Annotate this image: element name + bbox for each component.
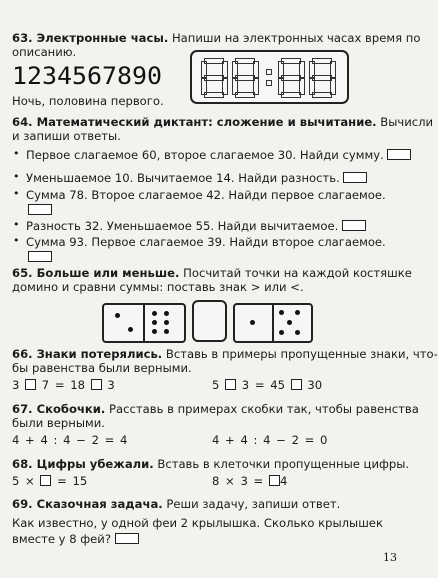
- task-64-item-1: [26, 148, 411, 163]
- electronic-clock-display[interactable]: [190, 50, 349, 104]
- task-63-title: 63. Электронные часы.: [12, 31, 169, 45]
- domino-left: [102, 303, 186, 343]
- domino-dot: [115, 313, 120, 318]
- task-64-item-4-text: Разность 32. Уменьшаемое 55. Найди вычитаемое.: [26, 219, 339, 233]
- answer-box[interactable]: [28, 251, 52, 262]
- domino-dot: [295, 310, 300, 315]
- domino-dot: [152, 311, 157, 316]
- task-63-line-1: [12, 31, 420, 46]
- missing-sign-box[interactable]: [291, 379, 302, 390]
- page-number: 13: [383, 551, 397, 564]
- task-69-line-3: [12, 532, 139, 547]
- domino-right: [233, 303, 313, 343]
- domino-dot: [152, 320, 157, 325]
- task-65-text: Посчитай точки на каждой костяшке: [183, 266, 412, 280]
- domino-dot: [279, 310, 284, 315]
- task-68-title: 68. Цифры убежали.: [12, 457, 154, 471]
- bullet-icon: •: [13, 234, 20, 247]
- task-63-description: Ночь, половина первого.: [12, 94, 164, 108]
- clock-digit-2: [232, 58, 258, 96]
- task-68-example-2: 8 × 3 = 4: [212, 474, 288, 488]
- task-65-title: 65. Больше или меньше.: [12, 266, 180, 280]
- missing-digit-box[interactable]: [269, 475, 280, 486]
- task-63-text: Напиши на электронных часах время по: [171, 31, 421, 45]
- task-64-item-1-text: Первое слагаемое 60, второе слагаемое 30. Найди сумму.: [26, 148, 384, 162]
- task-68-line-1: [12, 457, 409, 472]
- task-64-line-1: [12, 115, 433, 130]
- digits-sample-text: 1234567890: [12, 62, 162, 90]
- task-67-title: 67. Скобочки.: [12, 402, 106, 416]
- task-69-line-1: [12, 497, 340, 512]
- domino-dot: [287, 320, 292, 325]
- clock-colon-top: [266, 69, 272, 75]
- task-67-example-1: 4 + 4 : 4 − 2 = 4: [12, 433, 128, 447]
- answer-box[interactable]: [342, 220, 366, 231]
- bullet-icon: •: [13, 218, 20, 231]
- answer-box[interactable]: [28, 204, 52, 215]
- task-67-text: Расставь в примерах скобки так, чтобы равенства: [109, 402, 419, 416]
- clock-digit-4: [309, 58, 335, 96]
- task-64-text-2: и запиши ответы.: [12, 129, 121, 143]
- task-66-example-2: 5 3 = 45 30: [212, 378, 323, 392]
- task-69-text-3: вместе у 8 фей?: [12, 532, 111, 546]
- missing-digit-box[interactable]: [40, 475, 51, 486]
- missing-sign-box[interactable]: [91, 379, 102, 390]
- seven-segment-digits-sample: [12, 62, 162, 90]
- task-64-item-2: [26, 171, 367, 186]
- domino-dot: [164, 329, 169, 334]
- task-69-title: 69. Сказочная задача.: [12, 497, 163, 511]
- bullet-icon: •: [13, 147, 20, 160]
- answer-box[interactable]: [343, 172, 367, 183]
- task-65-text-2: домино и сравни суммы: поставь знак > или <.: [12, 280, 304, 294]
- task-68-text: Вставь в клеточки пропущенные цифры.: [157, 457, 410, 471]
- domino-dot: [128, 327, 133, 332]
- answer-box[interactable]: [115, 533, 139, 544]
- domino-dot: [295, 330, 300, 335]
- task-67-line-1: [12, 402, 419, 417]
- clock-digit-1: [201, 58, 227, 96]
- task-69-text-2: Как известно, у одной феи 2 крылышка. Сколько крылышек: [12, 516, 383, 530]
- domino-dot: [164, 311, 169, 316]
- domino-dot: [152, 329, 157, 334]
- task-67-text-2: были верными.: [12, 416, 105, 430]
- task-66-text-2: бы равенства были верными.: [12, 361, 192, 375]
- task-64-item-4: [26, 219, 366, 234]
- task-63-text-2: описанию.: [12, 45, 77, 59]
- task-66-title: 66. Знаки потерялись.: [12, 347, 163, 361]
- clock-digit-3: [278, 58, 304, 96]
- answer-box[interactable]: [387, 149, 411, 160]
- comparison-sign-box[interactable]: [192, 300, 227, 342]
- task-66-line-1: [12, 347, 438, 362]
- domino-dot: [279, 330, 284, 335]
- task-64-title: 64. Математический диктант: сложение и вычитание.: [12, 115, 377, 129]
- bullet-icon: •: [13, 170, 20, 183]
- task-69-text: Реши задачу, запиши ответ.: [166, 497, 341, 511]
- clock-colon-bottom: [266, 80, 272, 86]
- task-64-item-3-text: Сумма 78. Второе слагаемое 42. Найди первое слагаемое.: [26, 188, 386, 202]
- task-66-example-1: 3 7 = 18 3: [12, 378, 115, 392]
- task-68-example-1: 5 × = 15: [12, 474, 88, 488]
- task-64-text: Вычисли: [380, 115, 434, 129]
- task-64-item-2-text: Уменьшаемое 10. Вычитаемое 14. Найди разность.: [26, 171, 340, 185]
- task-64-item-5-text: Сумма 93. Первое слагаемое 39. Найди второе слагаемое.: [26, 235, 386, 249]
- task-65-line-1: [12, 266, 412, 281]
- task-66-text: Вставь в примеры пропущенные знаки, что-: [165, 347, 438, 361]
- domino-dot: [250, 320, 255, 325]
- domino-dot: [164, 320, 169, 325]
- bullet-icon: •: [13, 187, 20, 200]
- missing-sign-box[interactable]: [225, 379, 236, 390]
- missing-sign-box[interactable]: [25, 379, 36, 390]
- task-67-example-2: 4 + 4 : 4 − 2 = 0: [212, 433, 328, 447]
